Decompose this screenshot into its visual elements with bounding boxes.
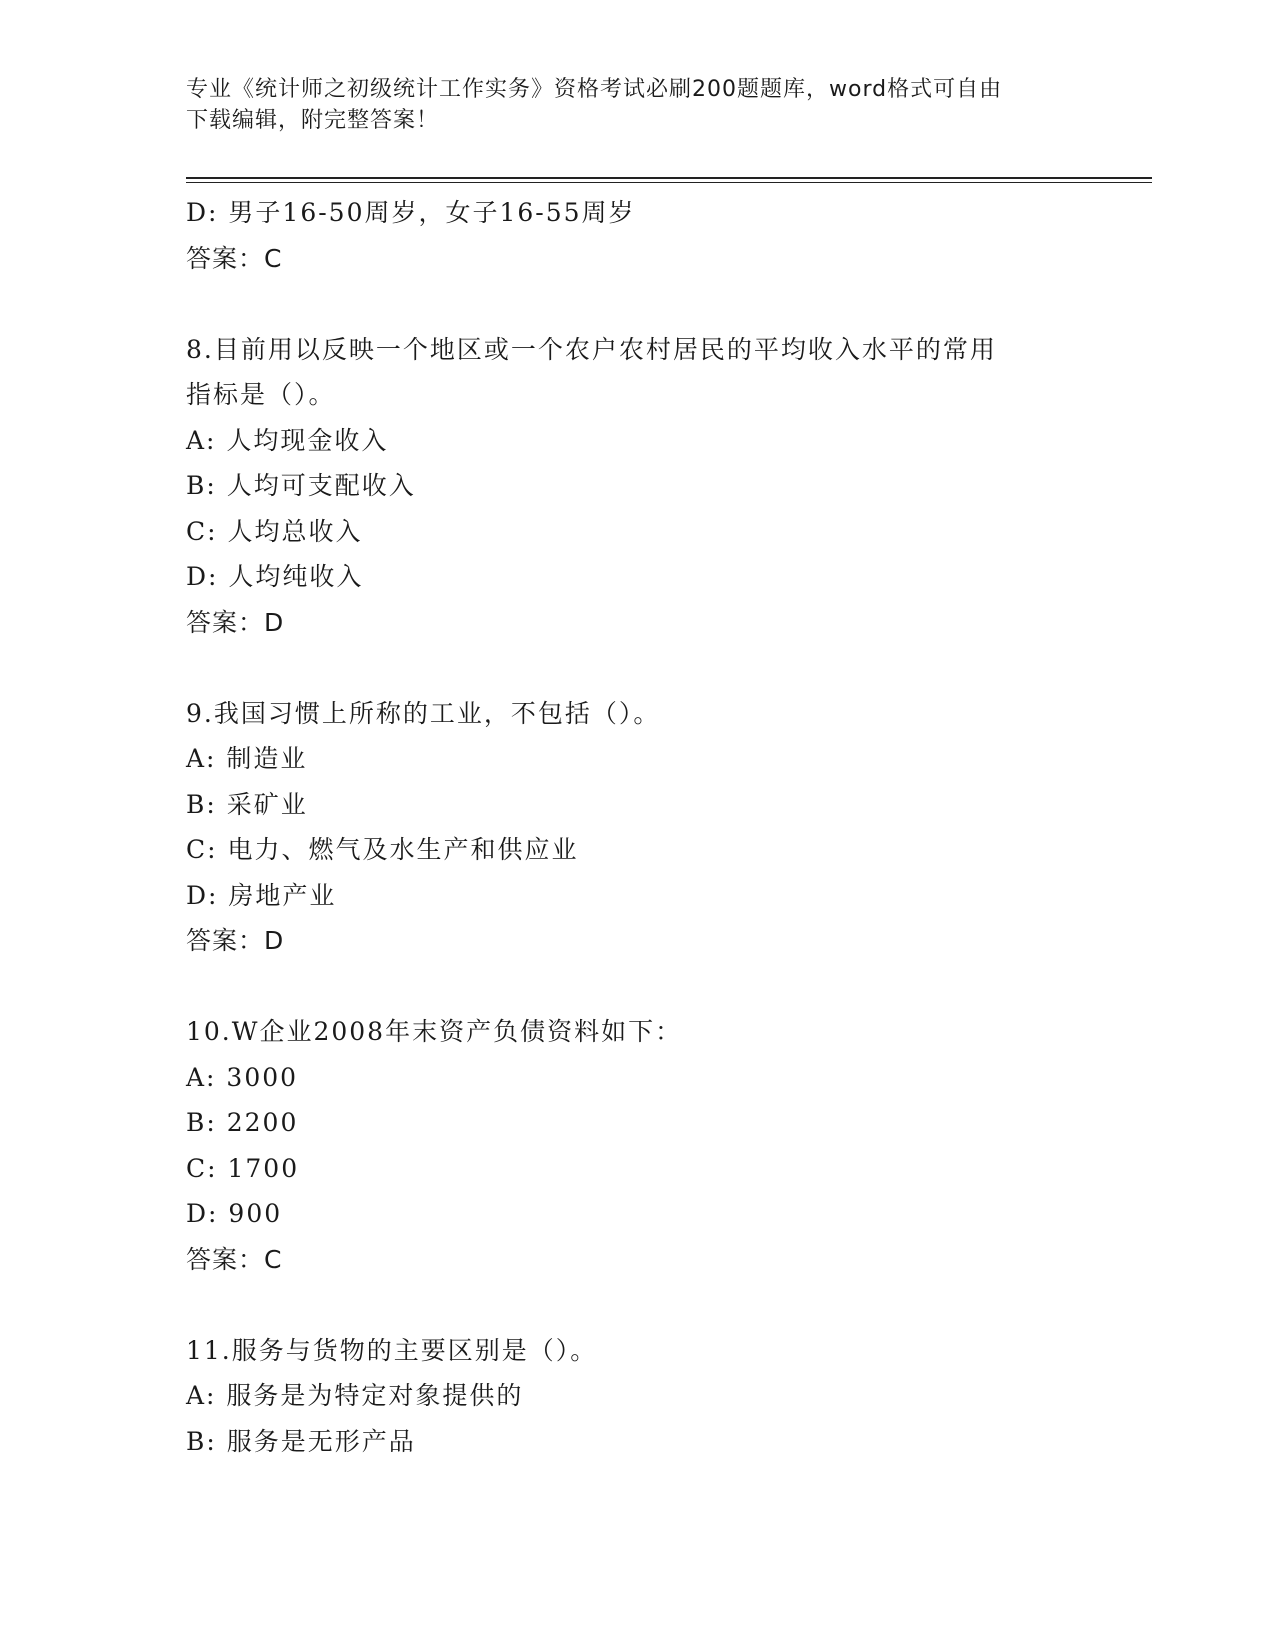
question-list (186, 190, 1126, 1464)
option-b: B: 服务是无形产品 (186, 1426, 416, 1456)
option-d: D: 房地产业 (186, 880, 337, 910)
question-9 (186, 691, 1126, 964)
option-c: C: 人均总收入 (186, 516, 363, 546)
question-stem: 9.我国习惯上所称的工业，不包括（）。 (186, 698, 661, 728)
prev-question-answer: 答案：C (186, 243, 283, 273)
question-11 (186, 1328, 1126, 1465)
document-header (186, 74, 1066, 136)
question-stem: 8.目前用以反映一个地区或一个农户农村居民的平均收入水平的常用 (186, 334, 997, 364)
question-stem-continued: 指标是（）。 (186, 380, 336, 409)
spacer (186, 964, 1126, 1010)
spacer (186, 645, 1126, 691)
question-answer: 答案：C (186, 1244, 283, 1274)
header-divider-thin (186, 182, 1152, 183)
question-8 (186, 327, 1126, 646)
option-c: C: 电力、燃气及水生产和供应业 (186, 835, 579, 864)
header-line-1: 专业《统计师之初级统计工作实务》资格考试必刷200题题库，word格式可自由 (186, 77, 1003, 102)
option-c: C: 1700 (186, 1153, 300, 1183)
header-line-2: 下载编辑，附完整答案！ (186, 108, 440, 133)
option-a: A: 制造业 (186, 744, 308, 773)
option-b: B: 2200 (186, 1108, 299, 1137)
question-answer: 答案：D (186, 607, 285, 637)
prev-question-option-d: D: 男子16-50周岁，女子16-55周岁 (186, 198, 636, 227)
option-b: B: 采矿业 (186, 789, 308, 819)
option-a: A: 人均现金收入 (186, 425, 389, 455)
option-a: A: 3000 (186, 1062, 299, 1092)
option-d: D: 人均纯收入 (186, 562, 364, 591)
question-stem: 10.W企业2008年末资产负债资料如下： (186, 1017, 683, 1046)
option-b: B: 人均可支配收入 (186, 471, 416, 500)
spacer (186, 281, 1126, 327)
question-stem: 11.服务与货物的主要区别是（）。 (186, 1335, 598, 1365)
spacer (186, 1282, 1126, 1328)
question-10 (186, 1009, 1126, 1282)
question-answer: 答案：D (186, 926, 285, 955)
option-d: D: 900 (186, 1199, 283, 1228)
option-a: A: 服务是为特定对象提供的 (186, 1381, 524, 1410)
header-divider-thick (186, 177, 1152, 179)
